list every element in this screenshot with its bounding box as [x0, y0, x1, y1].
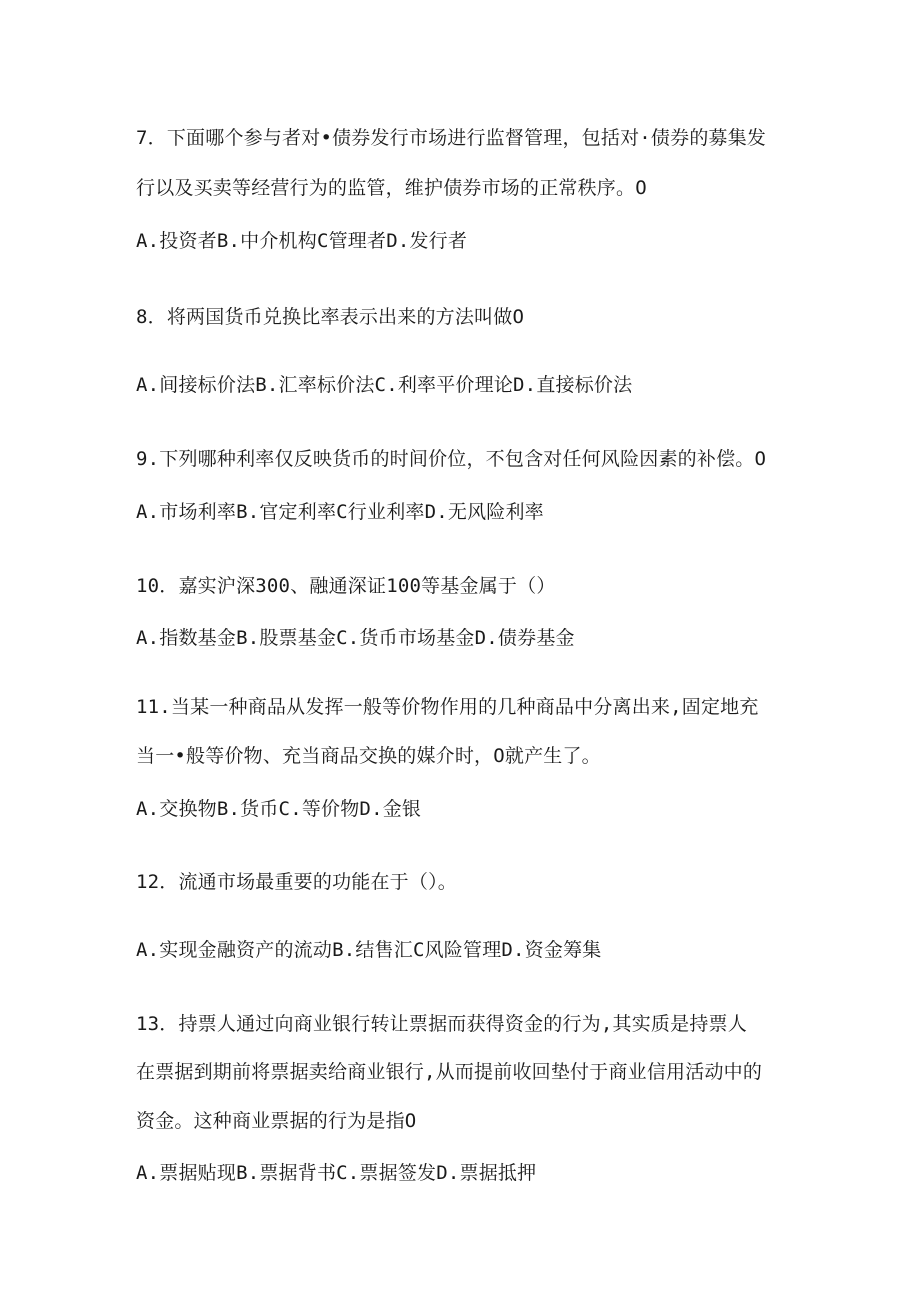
question-8-options: A.间接标价法B.汇率标价法C.利率平价理论D.直接标价法	[136, 374, 633, 396]
question-13-line-3: 资金。这种商业票据的行为是指O	[136, 1110, 417, 1132]
question-11-options: A.交换物B.货币C.等价物D.金银	[136, 798, 422, 820]
question-7-options: A.投资者B.中介机构C管理者D.发行者	[136, 230, 468, 252]
question-11-line-2: 当一•般等价物、充当商品交换的媒介时，O就产生了。	[136, 745, 601, 767]
question-13-line-1: 13．持票人通过向商业银行转让票据而获得资金的行为,其实质是持票人	[136, 1013, 747, 1035]
question-9-line-1: 9.下列哪种利率仅反映货币的时间价位，不包含对任何风险因素的补偿。O	[136, 448, 767, 470]
question-9-options: A.市场利率B.官定利率C行业利率D.无风险利率	[136, 501, 544, 523]
question-13-options: A.票据贴现B.票据背书C.票据签发D.票据抵押	[136, 1162, 537, 1184]
question-11-line-1: 11.当某一种商品从发挥一般等价物作用的几种商品中分离出来,固定地充	[136, 696, 759, 718]
question-10-line-1: 10．嘉实沪深300、融通深证100等基金属于（）	[136, 575, 556, 597]
question-10-options: A.指数基金B.股票基金C.货币市场基金D.债券基金	[136, 627, 575, 649]
question-7-line-2: 行以及买卖等经营行为的监管，维护债券市场的正常秩序。O	[136, 177, 647, 199]
question-8-line-1: 8．将两国货币兑换比率表示出来的方法叫做O	[136, 306, 525, 328]
question-13-line-2: 在票据到期前将票据卖给商业银行,从而提前收回垫付于商业信用活动中的	[136, 1061, 763, 1083]
question-12-options: A.实现金融资产的流动B.结售汇C风险管理D.资金筹集	[136, 939, 602, 961]
question-7-line-1: 7．下面哪个参与者对•债券发行市场进行监督管理，包括对·债券的募集发	[136, 127, 767, 149]
question-12-line-1: 12．流通市场最重要的功能在于（）。	[136, 871, 457, 893]
